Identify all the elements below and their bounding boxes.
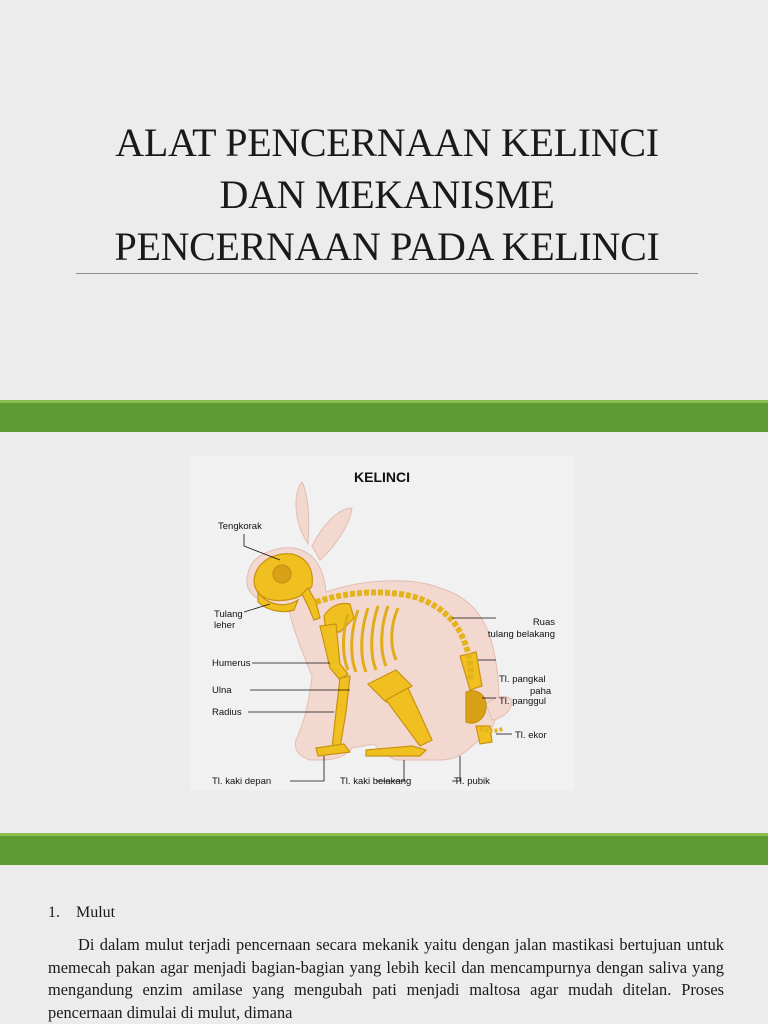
list-item-title: Mulut — [76, 904, 116, 921]
label-ruas-1: Ruas — [532, 617, 555, 628]
rabbit-skeleton-illustration — [190, 456, 575, 791]
label-ulna: Ulna — [212, 685, 232, 696]
title-line-3: PENCERNAAN PADA KELINCI — [114, 224, 660, 269]
label-panggul: Tl. panggul — [499, 696, 547, 707]
label-tulang-leher-1: Tulang — [214, 609, 243, 620]
list-item-heading — [48, 902, 724, 924]
rabbit-skeleton-figure — [190, 456, 575, 791]
label-tengkorak: Tengkorak — [218, 521, 262, 532]
label-humerus: Humerus — [212, 658, 251, 669]
label-kaki-depan: Tl. kaki depan — [212, 776, 272, 787]
label-pangkal-1: Tl. pangkal — [499, 674, 546, 685]
green-band-bottom — [0, 833, 768, 865]
label-pubik: Tl. pubik — [454, 776, 490, 787]
label-kaki-belakang: Tl. kaki belakang — [340, 776, 412, 787]
title-line-2: DAN MEKANISME — [219, 172, 555, 217]
label-radius: Radius — [212, 707, 242, 718]
body-paragraph: Di dalam mulut terjadi pencernaan secara mekanik yaitu dengan jalan mastikasi bertujuan untuk memecah pakan agar menjadi bagian-bagian yang lebih kecil dan mencampurnya dengan saliva yang mengandung enzim amilase yang mengubah pati menjadi maltosa agar mudah ditelan. Proses pencernaan dimulai di mulut, dimana — [48, 935, 724, 1022]
slide-title — [76, 117, 698, 273]
green-band-top — [0, 400, 768, 432]
list-item-number: 1. — [48, 904, 60, 921]
label-ekor: Tl. ekor — [515, 730, 547, 741]
content-section — [48, 902, 724, 1024]
figure-heading: KELINCI — [354, 469, 410, 485]
label-tulang-leher-2: leher — [214, 620, 236, 631]
label-ruas-2: tulang belakang — [487, 629, 555, 640]
title-divider — [76, 273, 698, 274]
title-line-1: ALAT PENCERNAAN KELINCI — [115, 120, 659, 165]
label-pangkal-2: paha — [530, 686, 552, 697]
